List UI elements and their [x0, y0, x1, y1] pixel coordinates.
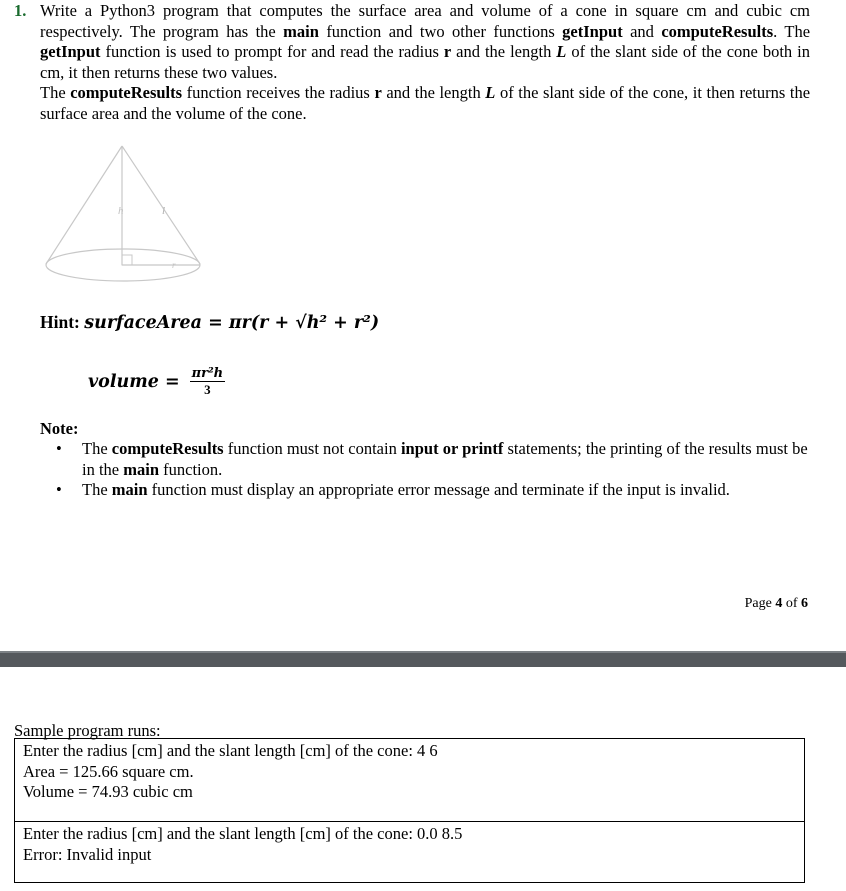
question-paragraph-1: Write a Python3 program that computes the surface area and volume of a cone in square cm and cubic cm respectively. The program has the main function and two other functions getInput and computeResults. The getInput function is used to prompt for and read the radius r and the length L of the slant side of the cone both in cm, it then returns these two values. — [40, 1, 811, 82]
run-line: Error: Invalid input — [23, 844, 152, 864]
run-line: Area = 125.66 square cm. — [23, 761, 194, 781]
sample-run-2 — [14, 821, 805, 883]
sample-runs-title: Sample program runs: — [14, 721, 161, 740]
sample-run-1 — [14, 738, 805, 822]
question-paragraph-2: The computeResults function receives the radius r and the length L of the slant side of the cone, it then returns the surface area and the volume of the cone. — [40, 83, 811, 123]
hint-volume — [88, 366, 225, 397]
note-item-text: The computeResults function must not contain input or printf statements; the printing of the results must be in the main function. — [82, 439, 808, 479]
hint-label: Hint: — [40, 312, 85, 332]
label-h: h — [118, 205, 124, 217]
run-line: Volume = 74.93 cubic cm — [23, 782, 193, 801]
cone-diagram — [44, 144, 204, 284]
cone-left-slant — [46, 146, 122, 264]
surface-area-formula: surfaceArea = πr(r + √h² + r²) — [84, 313, 380, 333]
volume-fraction — [190, 366, 226, 397]
cone-right-slant — [122, 146, 200, 264]
label-l: l — [162, 205, 166, 217]
note-title: Note: — [40, 419, 79, 438]
hint-surface-area — [40, 312, 379, 333]
volume-numerator: πr²h — [191, 366, 224, 381]
page-number: Page 4 of 6 — [744, 596, 808, 611]
note-item — [56, 480, 808, 501]
note-item — [56, 439, 808, 480]
page-divider — [0, 651, 846, 667]
note-list — [56, 439, 808, 501]
right-angle-marker — [122, 255, 132, 265]
volume-lhs: volume = — [88, 371, 180, 392]
note-item-text: The main function must display an appropriate error message and terminate if the input is invalid. — [82, 480, 730, 499]
run-line: Enter the radius [cm] and the slant length [cm] of the cone: 4 6 — [23, 741, 438, 760]
label-r: r — [172, 260, 176, 270]
bullet-icon: • — [56, 480, 62, 499]
run-line: Enter the radius [cm] and the slant length [cm] of the cone: 0.0 8.5 — [23, 824, 463, 843]
bullet-icon: • — [56, 439, 62, 458]
volume-denominator: 3 — [204, 382, 211, 397]
question-body — [40, 1, 810, 124]
question-number: 1. — [14, 1, 27, 20]
